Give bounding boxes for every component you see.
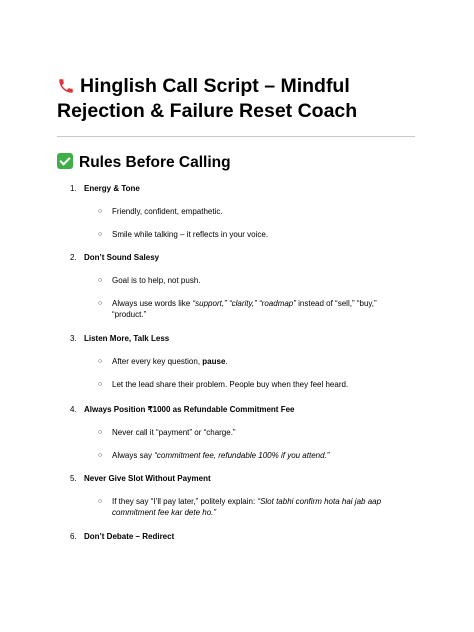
rule-subitem-text: Goal is to help, not push.: [112, 276, 201, 285]
rule-number: 3.: [70, 334, 77, 343]
rule-item: [70, 404, 294, 415]
bullet-icon: ○: [98, 231, 103, 238]
bullet-icon: ○: [98, 429, 103, 436]
section-heading: [57, 153, 231, 173]
rule-subitem-text: Never call it “payment” or “charge.”: [112, 428, 236, 437]
rule-subitem-text: Smile while talking – it reflects in your voice.: [112, 230, 269, 239]
rule-item: [70, 252, 159, 263]
bullet-icon: ○: [98, 498, 103, 505]
check-mark-button-icon: [57, 153, 73, 169]
rule-number: 5.: [70, 474, 77, 483]
rule-item: [70, 183, 140, 194]
rule-label: Energy & Tone: [84, 184, 140, 193]
rule-number: 6.: [70, 532, 77, 541]
rule-subitem-text: Let the lead share their problem. People buy when they feel heard.: [112, 380, 349, 389]
rule-label: Always Position ₹1000 as Refundable Commitment Fee: [84, 405, 295, 414]
rule-label: Don’t Sound Salesy: [84, 253, 160, 262]
rule-item: [70, 531, 174, 542]
bullet-icon: ○: [98, 358, 103, 365]
page-title-text: Hinglish Call Script – Mindful Rejection & Failure Reset Coach: [57, 75, 358, 122]
rule-subitem-text: Always use words like “support,” “clarity,” “roadmap” instead of “sell,” “buy,” “product.”: [112, 299, 377, 319]
rule-subitem-text: After every key question, pause.: [112, 357, 228, 366]
rule-number: 2.: [70, 253, 77, 262]
rule-number: 1.: [70, 184, 77, 193]
section-heading-text: Rules Before Calling: [79, 154, 231, 171]
rule-item: [70, 333, 169, 344]
horizontal-divider: [57, 136, 415, 137]
bullet-icon: ○: [98, 208, 103, 215]
rule-number: 4.: [70, 405, 77, 414]
page-title: [57, 74, 427, 124]
bullet-icon: ○: [98, 277, 103, 284]
rule-subitem-text: Always say “commitment fee, refundable 100% if you attend.”: [112, 451, 330, 460]
rule-label: Listen More, Talk Less: [84, 334, 170, 343]
telephone-receiver-icon: [57, 77, 75, 95]
rule-subitem-text: If they say “I’ll pay later,” politely explain: “Slot tabhi confirm hota hai jab aap commitment fee kar dete ho.”: [112, 497, 382, 517]
bullet-icon: ○: [98, 381, 103, 388]
rule-label: Never Give Slot Without Payment: [84, 474, 211, 483]
bullet-icon: ○: [98, 300, 103, 307]
bullet-icon: ○: [98, 452, 103, 459]
rule-subitem-text: Friendly, confident, empathetic.: [112, 207, 223, 216]
rule-label: Don’t Debate – Redirect: [84, 532, 175, 541]
rule-item: [70, 473, 211, 484]
